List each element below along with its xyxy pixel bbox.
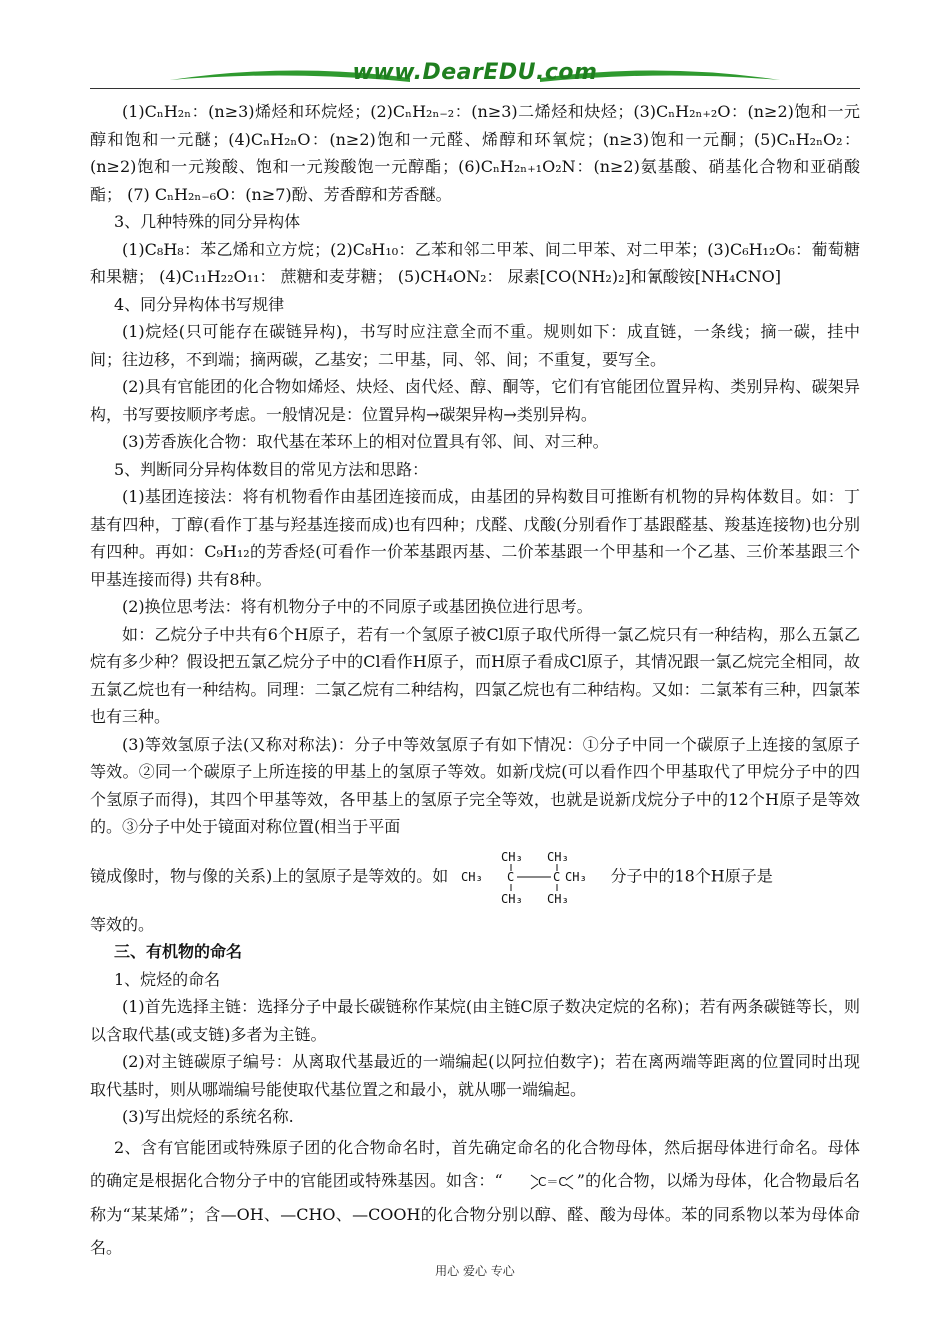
- struct-ch3-top-right: CH₃: [547, 849, 570, 864]
- struct-ch3-bottom-left: CH₃: [501, 891, 524, 905]
- page-header: [90, 58, 860, 98]
- struct-c-right: C: [553, 869, 561, 884]
- rule-functional: (2)具有官能团的化合物如烯烃、炔烃、卤代烃、醇、酮等，它们有官能团位置异构、类别异构、碳架异构，书写要按顺序考虑。一般情况是：位置异构→碳架异构→类别异构。: [90, 377, 860, 424]
- naming-numbering: (2)对主链碳原子编号：从离取代基最近的一端编起(以阿拉伯数字)；若在离两端等距离的位置同时出现取代基时，则从哪端编号能使取代基位置之和最小，就从哪一端编起。: [90, 1052, 860, 1099]
- document-body: [90, 98, 860, 1264]
- heading-counting: 5、判断同分异构体数目的常见方法和思路：: [114, 459, 429, 479]
- site-logo[interactable]: www.DearEDU.com: [352, 60, 598, 85]
- struct-ch3-left: CH₃: [461, 869, 484, 884]
- rule-aromatic: (3)芳香族化合物：取代基在苯环上的相对位置具有邻、间、对三种。: [122, 432, 609, 451]
- method-group: (1)基团连接法：将有机物看作由基团连接而成，由基团的异构数目可推断有机物的异构体数目。如：丁基有四种，丁醇(看作丁基与羟基连接而成)也有四种；戊醛、戊酸(分别看作丁基跟醛基、羧基连接物)也分别有四种。再如：C₉H₁₂的芳香烃(可看作一价苯基跟丙基、二价苯基跟一个甲基和一个乙基、三价苯基跟三个甲基连接而得) 共有8种。: [90, 487, 860, 589]
- naming-main-chain: (1)首先选择主链：选择分子中最长碳链称作某烷(由主链C原子数决定烷的名称)；若有两条碳链等长，则以含取代基(或支链)多者为主链。: [90, 997, 860, 1044]
- special-isomers: (1)C₈H₈：苯乙烯和立方烷；(2)C₈H₁₀：乙苯和邻二甲苯、间二甲苯、对二甲苯；(3)C₆H₁₂O₆：葡萄糖和果糖； (4)C₁₁H₂₂O₁₁： 蔗糖和麦芽糖； (5)CH₄ON₂： 尿素[CO(NH₂)₂]和氰酸铵[NH₄CNO]: [90, 239, 860, 286]
- section-naming: 三、有机物的命名: [114, 942, 243, 961]
- formula-classes: (1)CₙH₂ₙ：(n≥3)烯烃和环烷烃；(2)CₙH₂ₙ₋₂：(n≥3)二烯烃和炔烃；(3)CₙH₂ₙ₊₂O：(n≥2)饱和一元醇和饱和一元醚；(4)CₙH₂ₙO：(n≥2)饱和一元醛、烯醇和环氧烷；(n≥3)饱和一元酮；(5)CₙH₂ₙO₂：(n≥2)饱和一元羧酸、饱和一元羧酸饱一元醇酯；(6)CₙH₂ₙ₊₁O₂N：(n≥2)氨基酸、硝基化合物和亚硝酸酯； (7) CₙH₂ₙ₋₆O：(n≥7)酚、芳香醇和芳香醚。: [90, 102, 860, 204]
- struct-ch3-top-left: CH₃: [501, 849, 524, 864]
- struct-ch3-right: CH₃: [565, 869, 588, 884]
- method-equivalent-h: (3)等效氢原子法(又称对称法)：分子中等效氢原子有如下情况：①分子中同一个碳原子上连接的氢原子等效。②同一个碳原子上所连接的甲基上的氢原子等效。如新戊烷(可以看作四个甲基取代了甲烷分子中的四个氢原子而得)，其四个甲基等效，各甲基上的氢原子完全等效，也就是说新戊烷分子中的12个H原子是等效的。③分子中处于镜面对称位置(相当于平面: [90, 734, 860, 836]
- struct-ch3-bottom-right: CH₃: [547, 891, 570, 905]
- equivalent-h-end: 等效的。: [90, 914, 155, 934]
- equivalent-h-example: 镜成像时，物与像的关系)上的氢原子是等效的。如 CH₃ CH₃ CH₃ C C CH₃ CH₃ CH₃ 分子中的18个H原子是: [90, 849, 773, 905]
- naming-functional-groups: 2、含有官能团或特殊原子团的化合物命名时，首先确定命名的化合物母体，然后据母体进行命名。母体的确定是根据化合物分子中的官能团或特殊基因。如含：“ C＝C ”的化合物，以烯为母体，化合物最后名称为“某某烯”；含—OH、—CHO、—COOH的化合物分别以醇、醛、酸为母体。苯的同系物以苯为母体命名。: [90, 1137, 861, 1257]
- rule-alkane: (1)烷烃(只可能存在碳链异构)，书写时应注意全而不重。规则如下：成直链，一条线；摘一碳，挂中间；往边移，不到端；摘两碳，乙基安；二甲基，同、邻、间；不重复，要写全。: [90, 322, 860, 369]
- heading-special-isomers: 3、几种特殊的同分异构体: [114, 212, 301, 231]
- heading-alkane-naming: 1、烷烃的命名: [114, 969, 221, 989]
- page-footer: 用心 爱心 专心: [435, 1264, 515, 1278]
- dimethylbutane-structure: [459, 849, 599, 905]
- method-swap: (2)换位思考法：将有机物分子中的不同原子或基团换位进行思考。: [122, 597, 593, 616]
- heading-writing-rules: 4、同分异构体书写规律: [114, 294, 285, 314]
- method-swap-example: 如：乙烷分子中共有6个H原子，若有一个氢原子被Cl原子取代所得一氯乙烷只有一种结构，那么五氯乙烷有多少种？假设把五氯乙烷分子中的Cl看作H原子，而H原子看成Cl原子，其情况跟一氯乙烷完全相同，故五氯乙烷也有一种结构。同理：二氯乙烷有二种结构，四氯乙烷也有二种结构。又如：二氯苯有三种，四氯苯也有三种。: [90, 624, 860, 726]
- struct-c-left: C: [507, 869, 515, 884]
- svg-text:C＝C: C＝C: [537, 1175, 567, 1189]
- naming-system-name: (3)写出烷烃的系统名称.: [122, 1107, 294, 1126]
- header-divider: [90, 88, 860, 89]
- alkene-structure: [505, 1165, 575, 1198]
